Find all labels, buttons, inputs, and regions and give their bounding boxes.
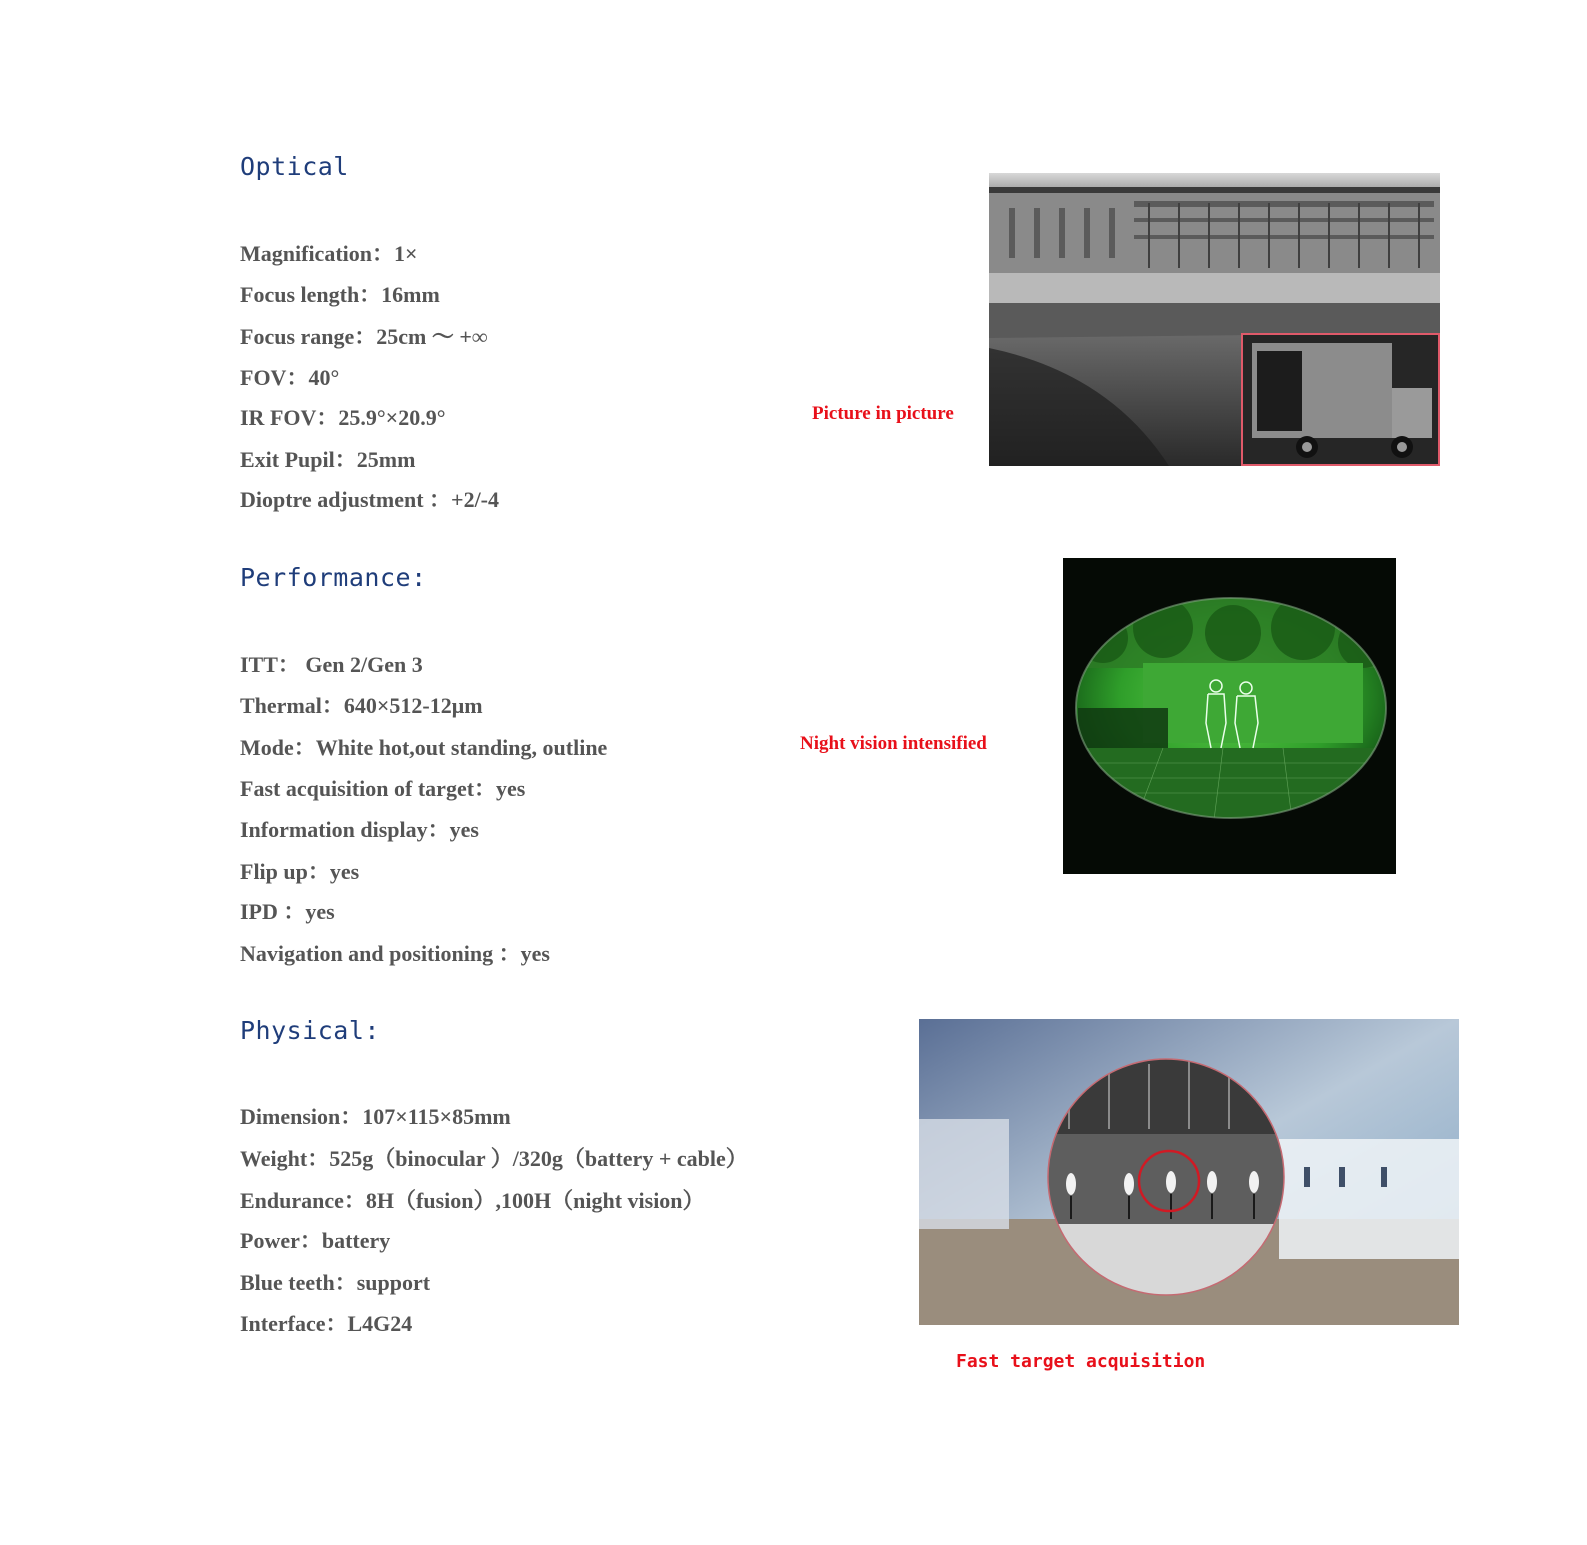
spec-weight: Weight：525g（binocular ）/320g（battery + cable）: [240, 1146, 748, 1171]
performance-heading: Performance:: [240, 563, 427, 592]
spec-interface: Interface：L4G24: [240, 1311, 413, 1336]
spec-fov: FOV：40°: [240, 365, 340, 390]
spec-ir-fov: IR FOV：25.9°×20.9°: [240, 405, 446, 430]
spec-blue-teeth: Blue teeth：support: [240, 1270, 431, 1295]
thermal-pip-photo: [989, 173, 1440, 466]
spec-endurance: Endurance：8H（fusion）,100H（night vision）: [240, 1188, 705, 1213]
spec-magnification: Magnification：1×: [240, 241, 418, 266]
spec-information-display: Information display：yes: [240, 817, 479, 842]
spec-dioptre: Dioptre adjustment ：+2/-4: [240, 487, 500, 512]
caption-picture-in-picture: Picture in picture: [812, 403, 954, 424]
spec-fast-acquisition: Fast acquisition of target：yes: [240, 776, 526, 801]
night-vision-photo: [1063, 558, 1396, 874]
caption-night-vision: Night vision intensified: [800, 733, 987, 754]
spec-exit-pupil: Exit Pupil：25mm: [240, 447, 416, 472]
spec-focus-range: Focus range：25cm ～ +∞: [240, 324, 488, 349]
spec-thermal: Thermal：640×512-12μm: [240, 693, 483, 718]
caption-fast-target: Fast target acquisition: [956, 1351, 1206, 1372]
spec-itt: ITT： Gen 2/Gen 3: [240, 652, 423, 677]
spec-mode: Mode：White hot,out standing, outline: [240, 735, 608, 760]
fast-target-photo: [919, 1019, 1459, 1325]
spec-focus-length: Focus length：16mm: [240, 282, 440, 307]
spec-flip-up: Flip up：yes: [240, 859, 360, 884]
spec-power: Power：battery: [240, 1228, 391, 1253]
spec-ipd: IPD ：yes: [240, 899, 335, 924]
spec-dimension: Dimension：107×115×85mm: [240, 1104, 511, 1129]
spec-navigation: Navigation and positioning ：yes: [240, 941, 550, 966]
optical-heading: Optical: [240, 152, 349, 181]
physical-heading: Physical:: [240, 1016, 380, 1045]
